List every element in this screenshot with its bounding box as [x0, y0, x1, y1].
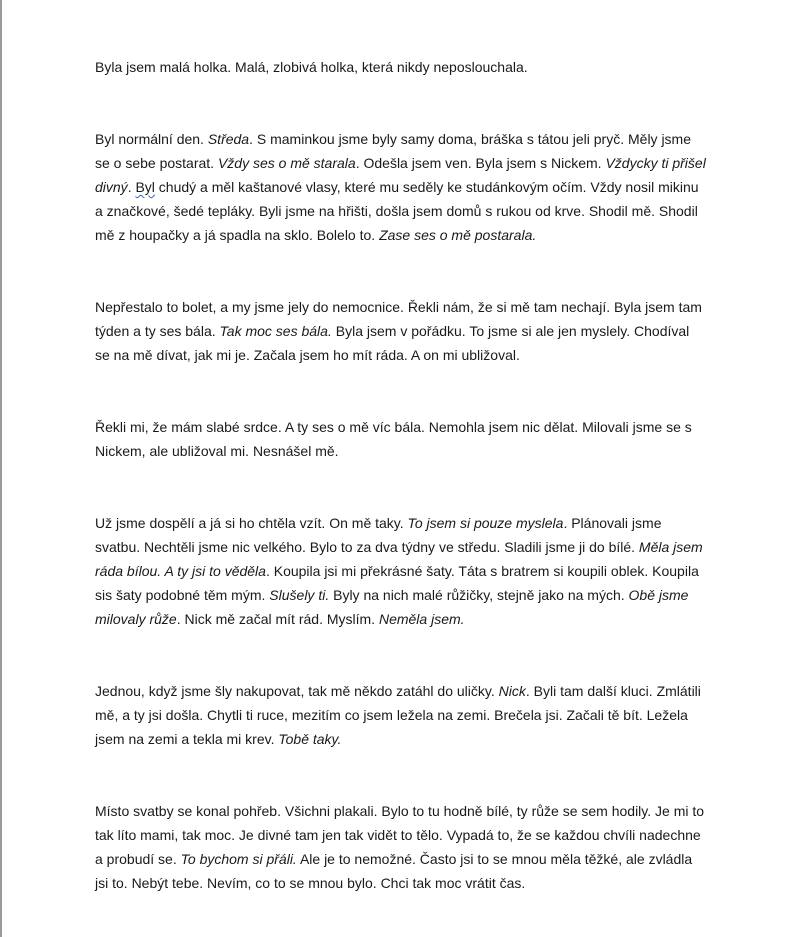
italic-text: Slušely ti. [269, 587, 330, 603]
italic-text: Zase ses o mě postarala. [379, 227, 537, 243]
italic-text: Tobě taky. [278, 731, 342, 747]
paragraph-1 [95, 55, 707, 79]
italic-text: Nick [498, 683, 526, 699]
spellcheck-flagged-word: Byl [135, 179, 155, 195]
paragraph-3 [95, 295, 707, 367]
italic-text: Neměla jsem. [378, 611, 465, 627]
text-run: Jednou, když jsme šly nakupovat, tak mě někdo zatáhl do uličky. [95, 683, 499, 699]
text-run: Byla jsem v pořádku. To jsme si ale jen myslely. Chodíval se na mě dívat, jak mi je. Začala jsem ho mít ráda. A on mi ubližoval. [95, 323, 690, 363]
text-run: . Byli tam další kluci. Zmlátili mě, a ty jsi došla. Chytli ti ruce, mezitím co jsem ležela na zemi. Brečela jsi. Začali tě bít. Ležela jsem na zemi a tekla mi krev. [95, 683, 701, 747]
italic-text: Středa [207, 131, 250, 147]
paragraph-5 [95, 511, 707, 631]
text-run: . S maminkou jsme byly samy doma, bráška s tátou jeli pryč. Měly jsme se o sebe postarat. [95, 131, 692, 171]
italic-text: Vždycky ti přišel divný [95, 155, 706, 195]
text-run: . [127, 179, 136, 195]
text-run: Ale je to nemožné. Často jsi to se mnou měla těžké, ale zvládla jsi to. Nebýt tebe. Nevím, co to se mnou bylo. Chci tak moc vrátit čas. [95, 851, 693, 891]
paragraph-4 [95, 415, 707, 463]
text-run: Byl normální den. [95, 131, 208, 147]
italic-text: Obě jsme milovaly růže [95, 587, 689, 627]
paragraph-6 [95, 679, 707, 751]
paragraph-7 [95, 799, 707, 895]
text-run: Byly na nich malé růžičky, stejně jako na mých. [329, 587, 629, 603]
italic-text: Měla jsem ráda bílou. A ty jsi to věděla [95, 539, 703, 579]
text-run: . Odešla jsem ven. Byla jsem s Nickem. [355, 155, 606, 171]
text-run: Nepřestalo to bolet, a my jsme jely do nemocnice. Řekli nám, že si mě tam nechají. Byla jsem tam týden a ty ses bála. [95, 299, 702, 339]
text-run: Byla jsem malá holka. Malá, zlobivá holka, která nikdy neposlouchala. [95, 59, 528, 75]
text-run: chudý a měl kaštanové vlasy, které mu seděly ke studánkovým očím. Vždy nosil mikinu a značkové, šedé tepláky. Byli jsme na hřišti, došla jsem domů s rukou od krve. Shodil mě. Shodil mě z houpačky a já spadla na sklo. Bolelo to. [95, 179, 699, 243]
text-run: Místo svatby se konal pohřeb. Všichni plakali. Bylo to tu hodně bílé, ty růže se sem hodily. Je mi to tak líto mami, tak moc. Je divné tam jen tak vidět to tělo. Vypadá to, že se každou chvíli nadechne a probudí se. [95, 803, 705, 867]
text-run: . Nick mě začal mít rád. Myslím. [176, 611, 379, 627]
text-run: Už jsme dospělí a já si ho chtěla vzít. On mě taky. [95, 515, 408, 531]
paragraph-2 [95, 127, 707, 247]
text-run: Řekli mi, že mám slabé srdce. A ty ses o mě víc bála. Nemohla jsem nic dělat. Milovali jsme se s Nickem, ale ubližoval mi. Nesnášel mě. [95, 419, 692, 459]
italic-text: Vždy ses o mě starala [217, 155, 356, 171]
text-run: . Plánovali jsme svatbu. Nechtěli jsme nic velkého. Bylo to za dva týdny ve středu. Sladili jsme ji do bílé. [95, 515, 662, 555]
italic-text: To bychom si přáli. [180, 851, 297, 867]
italic-text: To jsem si pouze myslela [407, 515, 564, 531]
text-run: . Koupila jsi mi překrásné šaty. Táta s bratrem si koupili oblek. Koupila sis šaty podobné těm mým. [95, 563, 699, 603]
italic-text: Tak moc ses bála. [219, 323, 332, 339]
